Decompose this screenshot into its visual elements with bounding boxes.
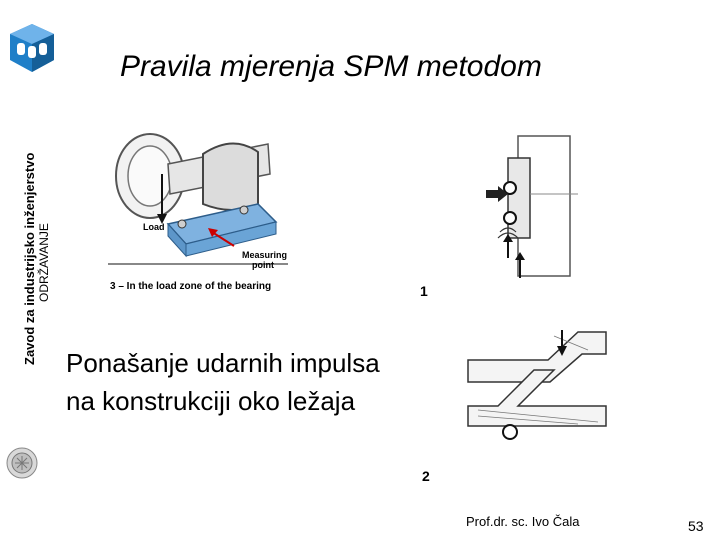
slide-title: Pravila mjerenja SPM metodom (120, 50, 542, 83)
logo-icon (8, 22, 56, 74)
structure-figure (458, 326, 608, 446)
page-number: 53 (688, 518, 704, 534)
caption-line-1: Ponašanje udarnih impulsa (66, 348, 380, 378)
university-seal-icon (6, 446, 38, 480)
figure-number-1: 1 (420, 283, 428, 299)
load-label: Load (143, 222, 165, 232)
institute-label: Zavod za industrijsko inženjerstvo (22, 152, 37, 365)
caption-line-2: na konstrukciji oko ležaja (66, 386, 356, 416)
department-label: ODRŽAVANJE (37, 223, 51, 302)
caption-text (66, 344, 380, 420)
figure-bearing-caption: 3 – In the load zone of the bearing (110, 281, 272, 292)
measuring-point-label-line1: Measuring (242, 250, 288, 260)
measuring-point-label-line2: point (252, 260, 274, 270)
footer-author: Prof.dr. sc. Ivo Čala (466, 514, 580, 529)
bearing-cross-section-figure (478, 128, 578, 288)
figure-number-2: 2 (422, 468, 430, 484)
